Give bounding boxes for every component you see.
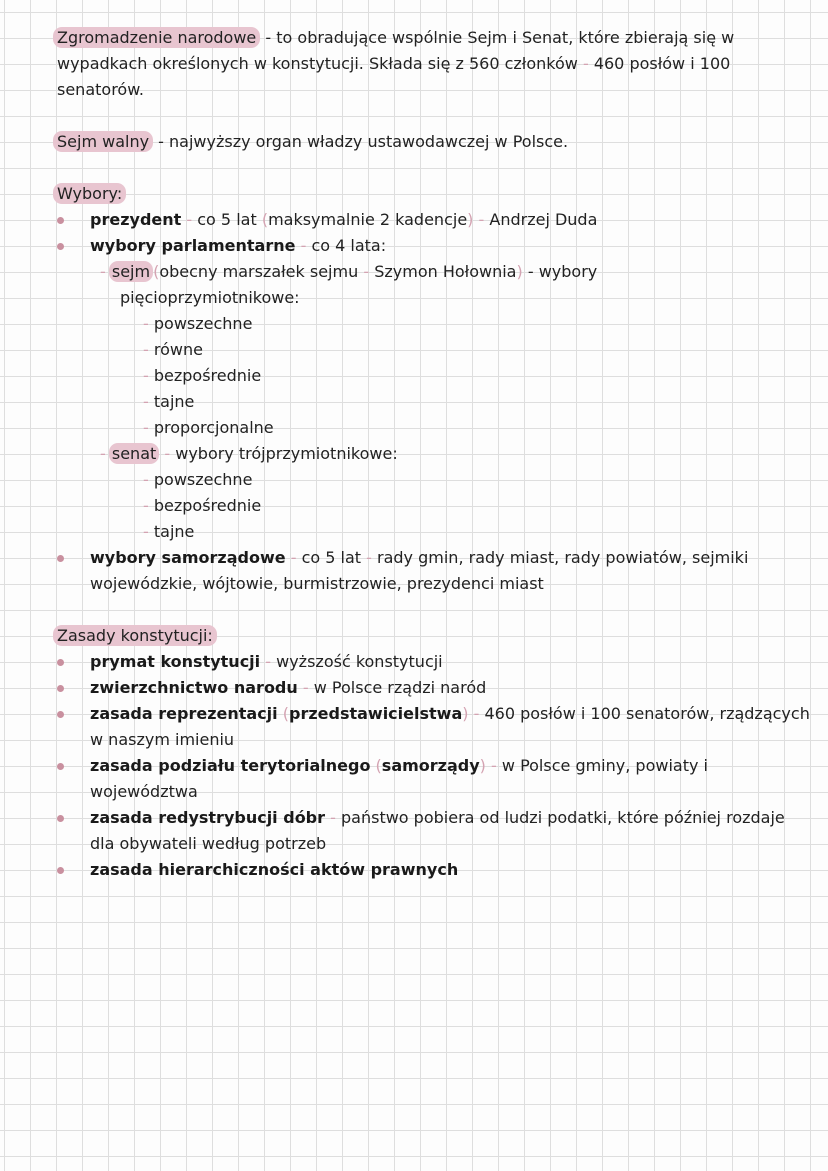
note-page [0, 25, 828, 883]
list-item: zasada hierarchiczności aktów prawnych [0, 857, 828, 883]
list-item: zasada podziału terytorialnego (samorządy) - w Polsce gminy, powiaty i [0, 753, 828, 779]
sub-item-senat: - senat - wybory trójprzymiotnikowe: [100, 444, 398, 463]
bullet-icon [57, 659, 64, 666]
list-item: prezydent - co 5 lat (maksymalnie 2 kadencje) - Andrzej Duda [0, 207, 828, 233]
list-item: prymat konstytucji - wyższość konstytucji [0, 649, 828, 675]
text-line: wojewódzkie, wójtowie, burmistrzowie, prezydenci miast [90, 574, 544, 593]
sub-sub-item: - powszechne [143, 470, 253, 489]
text-line: w naszym imieniu [90, 730, 235, 749]
sub-sub-item: - bezpośrednie [143, 366, 262, 385]
sub-item-sejm: - sejm (obecny marszałek sejmu - Szymon Hołownia) - wybory [100, 262, 598, 281]
text-line: dla obywateli według potrzeb [90, 834, 327, 853]
highlighted-term: Zgromadzenie narodowe [53, 27, 260, 48]
bullet-icon [57, 711, 64, 718]
sub-sub-item: - powszechne [143, 314, 253, 333]
sub-sub-item: - równe [143, 340, 203, 359]
bullet-icon [57, 555, 64, 562]
bullet-icon [57, 763, 64, 770]
text-line: wypadkach określonych w konstytucji. Składa się z 560 członków - 460 posłów i 100 [57, 54, 731, 73]
list-item: zasada redystrybucji dóbr - państwo pobiera od ludzi podatki, które później rozdaje [0, 805, 828, 831]
sub-sub-item: - proporcjonalne [143, 418, 274, 437]
sub-sub-item: - tajne [143, 392, 195, 411]
text-line: senatorów. [57, 80, 144, 99]
sub-sub-item: - tajne [143, 522, 195, 541]
section-heading-zasady: Zasady konstytucji: [0, 623, 828, 649]
list-item: wybory parlamentarne - co 4 lata: [0, 233, 828, 259]
list-item: zwierzchnictwo narodu - w Polsce rządzi naród [0, 675, 828, 701]
sub-sub-item: - bezpośrednie [143, 496, 262, 515]
list-item: wybory samorządowe - co 5 lat - rady gmin, rady miast, rady powiatów, sejmiki [0, 545, 828, 571]
bullet-icon [57, 217, 64, 224]
text-line: pięcioprzymiotnikowe: [120, 288, 300, 307]
bullet-icon [57, 685, 64, 692]
definition-zgromadzenie: Zgromadzenie narodowe - to obradujące wspólnie Sejm i Senat, które zbierają się w [0, 25, 828, 51]
highlighted-term: Sejm walny [53, 131, 153, 152]
section-heading-wybory: Wybory: [0, 181, 828, 207]
definition-sejm-walny: Sejm walny - najwyższy organ władzy ustawodawczej w Polsce. [0, 129, 828, 155]
bullet-icon [57, 815, 64, 822]
list-item: zasada reprezentacji (przedstawicielstwa) - 460 posłów i 100 senatorów, rządzących [0, 701, 828, 727]
bullet-icon [57, 867, 64, 874]
text-line: województwa [90, 782, 198, 801]
bullet-icon [57, 243, 64, 250]
